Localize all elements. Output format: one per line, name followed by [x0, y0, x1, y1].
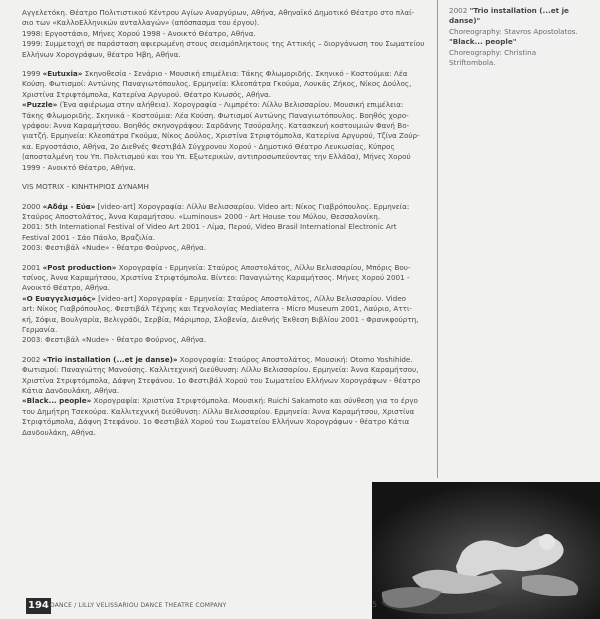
running-footer: DANCE / LILLY VELISSARIOU DANCE THEATRE COMPANY: [50, 602, 227, 609]
work-title: «Trio installation (...et je danse)»: [42, 354, 178, 364]
work-title: «Black... people»: [22, 396, 92, 406]
text-line: Χορογραφία - Ερμηνεία: Σταύρος Αποστολάτος, Λίλλυ Βελισσαρίου, Μπόρις Βου-: [116, 262, 411, 272]
caption-title: "Black... people": [449, 37, 517, 47]
text-line: τσίνος, Άννα Καραμήτσου, Χριστίνα Στριφτόμπολα. Βίντεο: Παναγιώτης Καραμήτσος. Μήνες Χορού 2001 -: [22, 272, 410, 282]
text-line: Χριστίνα Στριφτόμπολα, Κατερίνα Αργυρού. Θέατρο Κνωσός, Αθήνα.: [22, 89, 271, 99]
paragraph-trio-black: [22, 355, 427, 438]
year-label: 2000: [22, 201, 41, 211]
page-footer: [0, 592, 600, 619]
text-line: 1999: Συμμετοχή σε παράσταση αφιερωμένη στους σεισμόπληκτους της Αττικής – διοργάνωση του Σωματείου: [22, 39, 425, 49]
year-label: 1999: [22, 69, 41, 79]
work-title: «Ο Ευαγγελισμός»: [22, 293, 96, 303]
text-line: Festival 2001 - Σάο Πάολο, Βραζιλία.: [22, 232, 156, 242]
text-line: κή, Σόφια, Βουλγαρία, Βελιγράδι, Σερβία, Μάριμπορ, Σλοβενία, Διεθνής Έκθεση Βιβλίου 2001 - Φρανκφούρτη,: [22, 314, 419, 324]
text-line: Ανοικτό Θέατρο, Αθήνα.: [22, 283, 111, 293]
text-line: του Δημήτρη Τσεκούρα. Καλλιτεχνική διεύθυνση: Λίλλυ Βελισσαρίου. Ερμηνεία: Άννα Καραμήτσου, Χριστίνα: [22, 406, 415, 416]
text-line: 1998: Εργοστάσιο, Μήνες Χορού 1998 - Ανοικτό Θέατρο, Αθήνα.: [22, 28, 256, 38]
paragraph-1998-1999: [22, 8, 427, 60]
text-line: 1999 - Ανοικτό Θέατρο, Αθήνα.: [22, 162, 136, 172]
text-line: [video-art] Χορογραφία: Λίλλυ Βελισσαρίου. Video art: Νίκος Γιαβρόπουλος. Ερμηνεία:: [95, 201, 410, 211]
text-line: 2001: 5th International Festival of Video Art 2001 - Λίμα, Περού, Video Brasil International Electronic Art: [22, 222, 397, 232]
section-heading: VIS MOTRIX - ΚΙΝΗΤΗΡΙΟΣ ΔΥΝΑΜΗ: [22, 182, 149, 192]
text-line: Τάκης Φλωμοριδής. Σκηνικά - Κοστούμια: Λέα Κούση. Φωτισμοί Αντώνης Παναγιωτόπουλος. Βοηθός χορο-: [22, 110, 409, 120]
work-title: «Puzzle»: [22, 100, 58, 110]
caption-credit: Choreography: Stavros Apostolatos.: [449, 26, 578, 36]
main-column: [22, 8, 427, 438]
paragraph-post-production: [22, 263, 427, 346]
year-label: 2002: [22, 354, 41, 364]
caption-credit: Choreography: Christina Striftombola.: [449, 47, 537, 68]
text-line: Φωτισμοί: Παναγιώτης Μανούσης. Καλλιτεχνική διεύθυνση: Λίλλυ Βελισσαρίου. Ερμηνεία: Άννα Καραμήτσου,: [22, 365, 419, 375]
text-line: art: Νίκος Γιαβρόπουλος. Φεστιβάλ Τέχνης και Τεχνολογίας Mediaterra - Micro Museum 2001, Λαύριο, Αττι-: [22, 304, 413, 314]
text-line: Γερμανία.: [22, 324, 58, 334]
caption-title: "Trio installation (...et je danse)": [449, 6, 569, 26]
text-line: κα. Εργοστάσιο, Αθήνα, 2ο Διεθνές Φεστιβάλ Σύγχρονου Χορού - Δημοτικό Θέατρο Λευκωσίας, Κύπρος: [22, 141, 395, 151]
text-line: Χριστίνα Στριφτόμπολα, Δάφνη Στεφάνου. 1ο Φεστιβάλ Χορού του Σωματείου Ελλήνων Χορογράφων - θέατρο: [22, 375, 421, 385]
work-title: «Eutuxia»: [42, 69, 83, 79]
work-title: «Αδάμ - Εύα»: [42, 201, 96, 211]
text-line: (αποσταλμένη του Υπ. Πολιτισμού και του Υπ. Εξωτερικών, αντιπροσωπεύοντας την Ελλάδα), Μήνες Χορού: [22, 152, 411, 162]
paragraph-adam-eua: [22, 202, 427, 254]
text-line: Στριφτόμπολα, Δάφνη Στεφάνου. 1ο Φεστιβάλ Χορού του Σωματείου Ελλήνων Χορογράφων - θέατρο Κάτια: [22, 417, 410, 427]
sidebar-captions: [449, 6, 579, 68]
work-title: «Post production»: [42, 262, 117, 272]
page-number-right: 5: [372, 600, 378, 609]
text-line: Σταύρος Αποστολάτος, Άννα Καραμήτσου. «Luminous» 2000 - Art House του Μύλου, Θεσσαλονίκη.: [22, 211, 381, 221]
text-line: [video-art] Χορογραφία - Ερμηνεία: Σταύρος Αποστολάτος, Λίλλυ Βελισσαρίου. Video: [95, 293, 407, 303]
text-line: Χορογραφία: Χριστίνα Στριφτόμπολα. Μουσική: Ruichi Sakamoto και σύνθεση για το έργο: [91, 396, 418, 406]
text-line: σιο των «ΚαλλοΕλληνικών ανταλλαγών» (απόσπασμα του έργου).: [22, 18, 260, 28]
year-label: 2001: [22, 262, 41, 272]
column-divider: [437, 0, 438, 478]
text-line: (Ένα αφιέρωμα στην αλήθεια). Χορογραφία - Λιμπρέτο: Λίλλυ Βελισσαρίου. Μουσική επιμέλεια:: [57, 100, 404, 110]
text-line: γράφου: Άννα Καραμήτσου. Βοηθός σκηνογράφου: Σαρδάνης Τσούραλης. Κατασκευή κοστουμιών Φανή Βο-: [22, 121, 410, 131]
text-line: Χορογραφία: Σταύρος Αποστολάτος. Μουσική: Otomo Yoshihide.: [177, 354, 413, 364]
text-line: Ελλήνων Χορογράφων, θέατρο Ήβη, Αθήνα.: [22, 49, 181, 59]
year-label: 2002: [449, 6, 468, 15]
text-line: 2003: Φεστιβάλ «Nude» - θέατρο Φούρνος, Αθήνα.: [22, 335, 207, 345]
text-line: Σκηνοθεσία - Σενάριο - Μουσική επιμέλεια: Τάκης Φλωμοριδής. Σκηνικό - Κοστούμια: Λέα: [82, 69, 408, 79]
page-number: 194: [26, 598, 51, 614]
text-line: 2003: Φεστιβάλ «Nude» - θέατρο Φούρνος, Αθήνα.: [22, 243, 207, 253]
text-line: Κούση. Φωτισμοί: Αντώνης Παναγιωτόπουλος. Ερμηνεία: Κλεοπάτρα Γκούμα, Λουκάς Ζήκος, Νίκος Δούλος,: [22, 79, 412, 89]
text-line: Δανδουλάκη, Αθήνα.: [22, 427, 96, 437]
text-line: γιατζή. Ερμηνεία: Κλεοπάτρα Γκούμα, Νίκος Δούλος, Χριστίνα Στριφτόμπολα, Κατερίνα Αργυρού, Τζίνα Ζούρ-: [22, 131, 420, 141]
text-line: Αγγελετόκη. Θέατρο Πολιτιστικού Κέντρου Αγίων Αναργύρων, Αθήνα, Αθηναϊκό Δημοτικό Θέατρο στο πλαί-: [22, 8, 415, 17]
paragraph-eutuxia-puzzle: [22, 69, 427, 173]
text-line: Κάτια Δανδουλάκη, Αθήνα.: [22, 386, 120, 395]
